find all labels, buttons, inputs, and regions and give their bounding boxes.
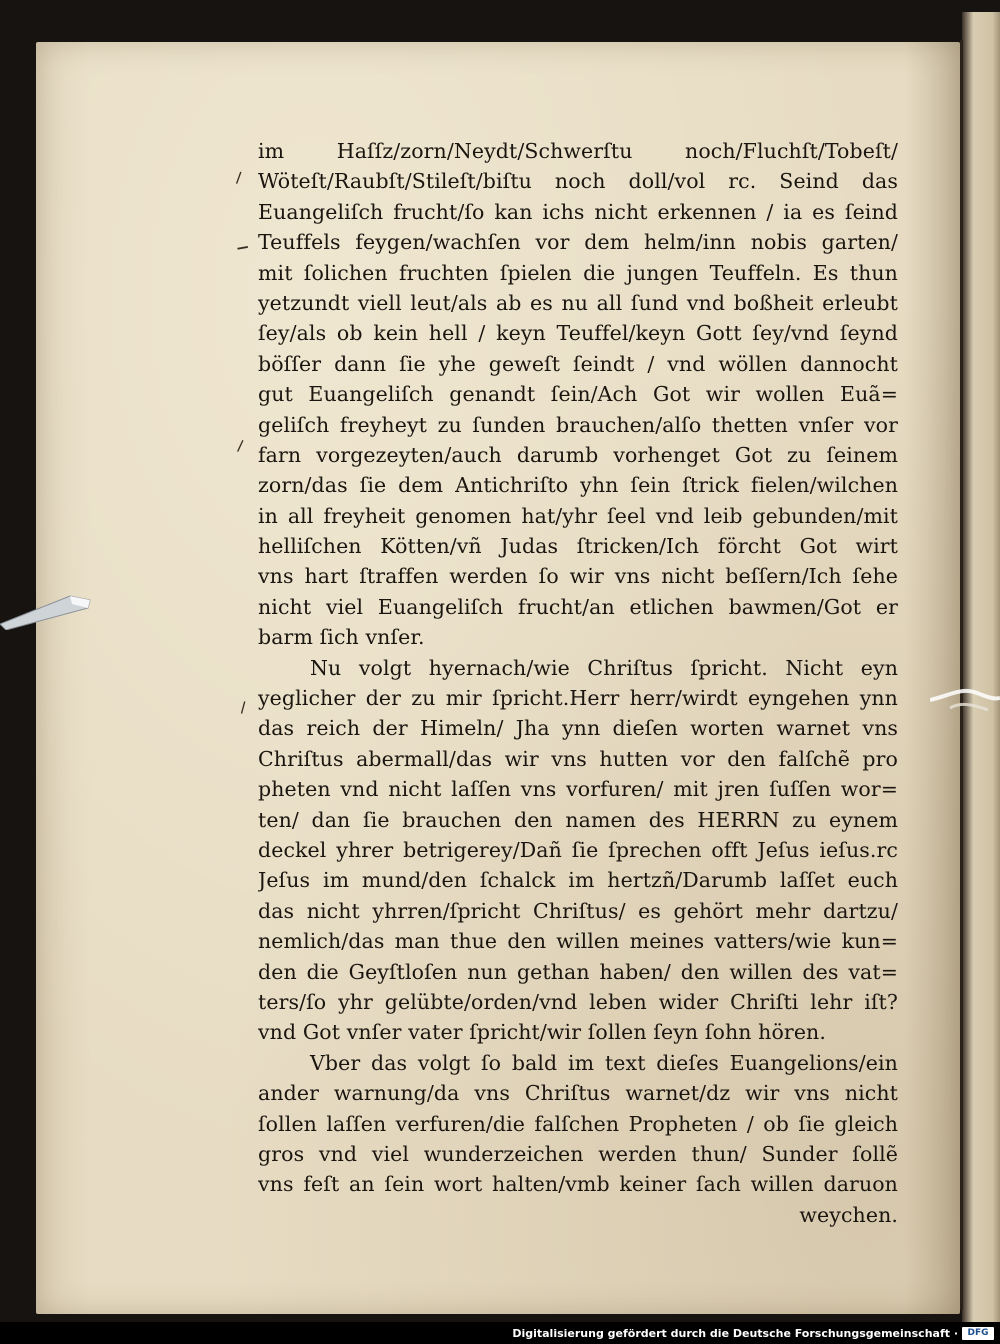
text-line: pheten vnd nicht laſſen vns vorfuren/ mit jren ſuſſen wor=: [258, 777, 898, 802]
text-line: ſey/als ob kein hell / keyn Teuffel/keyn Gott ſey/vnd ſeynd: [258, 321, 898, 346]
text-line: barm ſich vnſer.: [258, 625, 425, 650]
text-line: yeglicher der zu mir ſpricht.Herr herr/wirdt eyngehen ynn: [258, 686, 898, 711]
text-line: yetzundt viell leut/als ab es nu all ſund vnd boßheit erleubt: [258, 290, 898, 315]
text-line: Jeſus im mund/den ſchalck im hertzñ/Darumb laſſet euch: [258, 868, 898, 893]
text-line: helliſchen Kötten/vñ Judas ſtricken/Ich förcht Got wirt: [258, 534, 898, 559]
text-line: Teuffels feygen/wachſen vor dem helm/inn nobis garten/: [258, 230, 898, 255]
text-line: ander warnung/da vns Chriſtus warnet/dz wir vns nicht: [258, 1081, 898, 1106]
text-line: zorn/das ſie dem Antichriſto yhn ſein ſtrick fielen/wilchen: [258, 473, 898, 498]
text-line: geliſch freyheyt zu ſunden brauchen/alſo thetten vnſer vor: [258, 412, 898, 437]
text-line: Wöteſt/Raubſt/Stileſt/biſtu noch doll/vol rc. Seind das: [258, 169, 898, 194]
text-line: böſſer dann ſie yhe geweſt ſeindt / vnd wöllen dannocht: [258, 351, 898, 376]
text-line: deckel yhrer betrigerey/Dañ ſie ſprechen offt Jeſus ieſus.rc: [258, 837, 898, 862]
text-line: den die Geyſtloſen nun gethan haben/ den willen des vat=: [258, 959, 898, 984]
text-line: Vber das volgt ſo bald im text dieſes Euangelions/ein: [310, 1050, 898, 1075]
text-line: mit ſolichen fruchten ſpielen die jungen Teuffeln. Es thun: [258, 260, 898, 285]
text-line: ſollen laſſen verfuren/die falſchen Propheten / ob ſie gleich: [258, 1111, 898, 1136]
text-line: vnd Got vnſer vater ſpricht/wir ſollen ſeyn ſohn hören.: [258, 1020, 826, 1045]
funding-credit: Digitalisierung gefördert durch die Deutsche Forschungsgemeinschaft ·: [512, 1327, 958, 1340]
body-text: [258, 136, 898, 1230]
binding-thread-icon: [930, 678, 1000, 718]
text-line: ters/ſo yhr gelübte/orden/vnd leben wider Chriſti lehr iſt?: [258, 989, 898, 1014]
text-line: Chriſtus abermall/das wir vns hutten vor den falſchẽ pro: [258, 746, 898, 771]
text-line: gut Euangeliſch genandt ſein/Ach Got wir wollen Euã=: [258, 382, 898, 407]
text-line: Nu volgt hyernach/wie Chriſtus ſpricht. Nicht eyn: [310, 655, 898, 680]
text-line: nemlich/das man thue den willen meines vatters/wie kun=: [258, 929, 898, 954]
margin-mark: ⸝: [227, 424, 250, 458]
next-page-edge: [962, 12, 1000, 1322]
text-line: ten/ dan ſie brauchen den namen des HERRN zu eynem: [258, 807, 898, 832]
text-line: im Haſſz/zorn/Neydt/Schwerſtu noch/Fluchſt/Tobeſt/: [258, 139, 898, 163]
binding-gutter: [960, 40, 963, 1310]
text-line: gros vnd viel wunderzeichen werden thun/ Sunder ſollẽ: [258, 1141, 898, 1166]
text-line: nicht viel Euangeliſch frucht/an etlichen bawmen/Got er: [258, 594, 898, 619]
margin-mark: ⸝: [224, 156, 249, 190]
text-line: in all freyheit genomen hat/yhr ſeel vnd leib gebunden/mit: [258, 503, 898, 528]
text-line: farn vorgezeyten/auch darumb vorhenget Got zu ſeinem: [258, 442, 898, 467]
text-line: das nicht yhrren/ſpricht Chriſtus/ es gehört mehr dartzu/: [258, 898, 898, 923]
text-line: Euangeliſch frucht/ſo kan ichs nicht erkennen / ia es ſeind: [258, 199, 898, 224]
text-line: das reich der Himeln/ Jha ynn dieſen worten warnet vns: [258, 716, 898, 741]
margin-mark: –: [233, 231, 252, 263]
text-line: vns feſt an ſein wort halten/vmb keiner ſach willen daruon: [258, 1172, 898, 1197]
text-line: vns hart ſtraffen werden ſo wir vns nicht beſſern/Ich ſehe: [258, 564, 898, 589]
margin-mark: ⸝: [227, 686, 254, 720]
text-line: weychen.: [799, 1202, 898, 1227]
pointer-pin-icon: [0, 590, 94, 630]
dfg-logo: DFG: [962, 1327, 994, 1340]
